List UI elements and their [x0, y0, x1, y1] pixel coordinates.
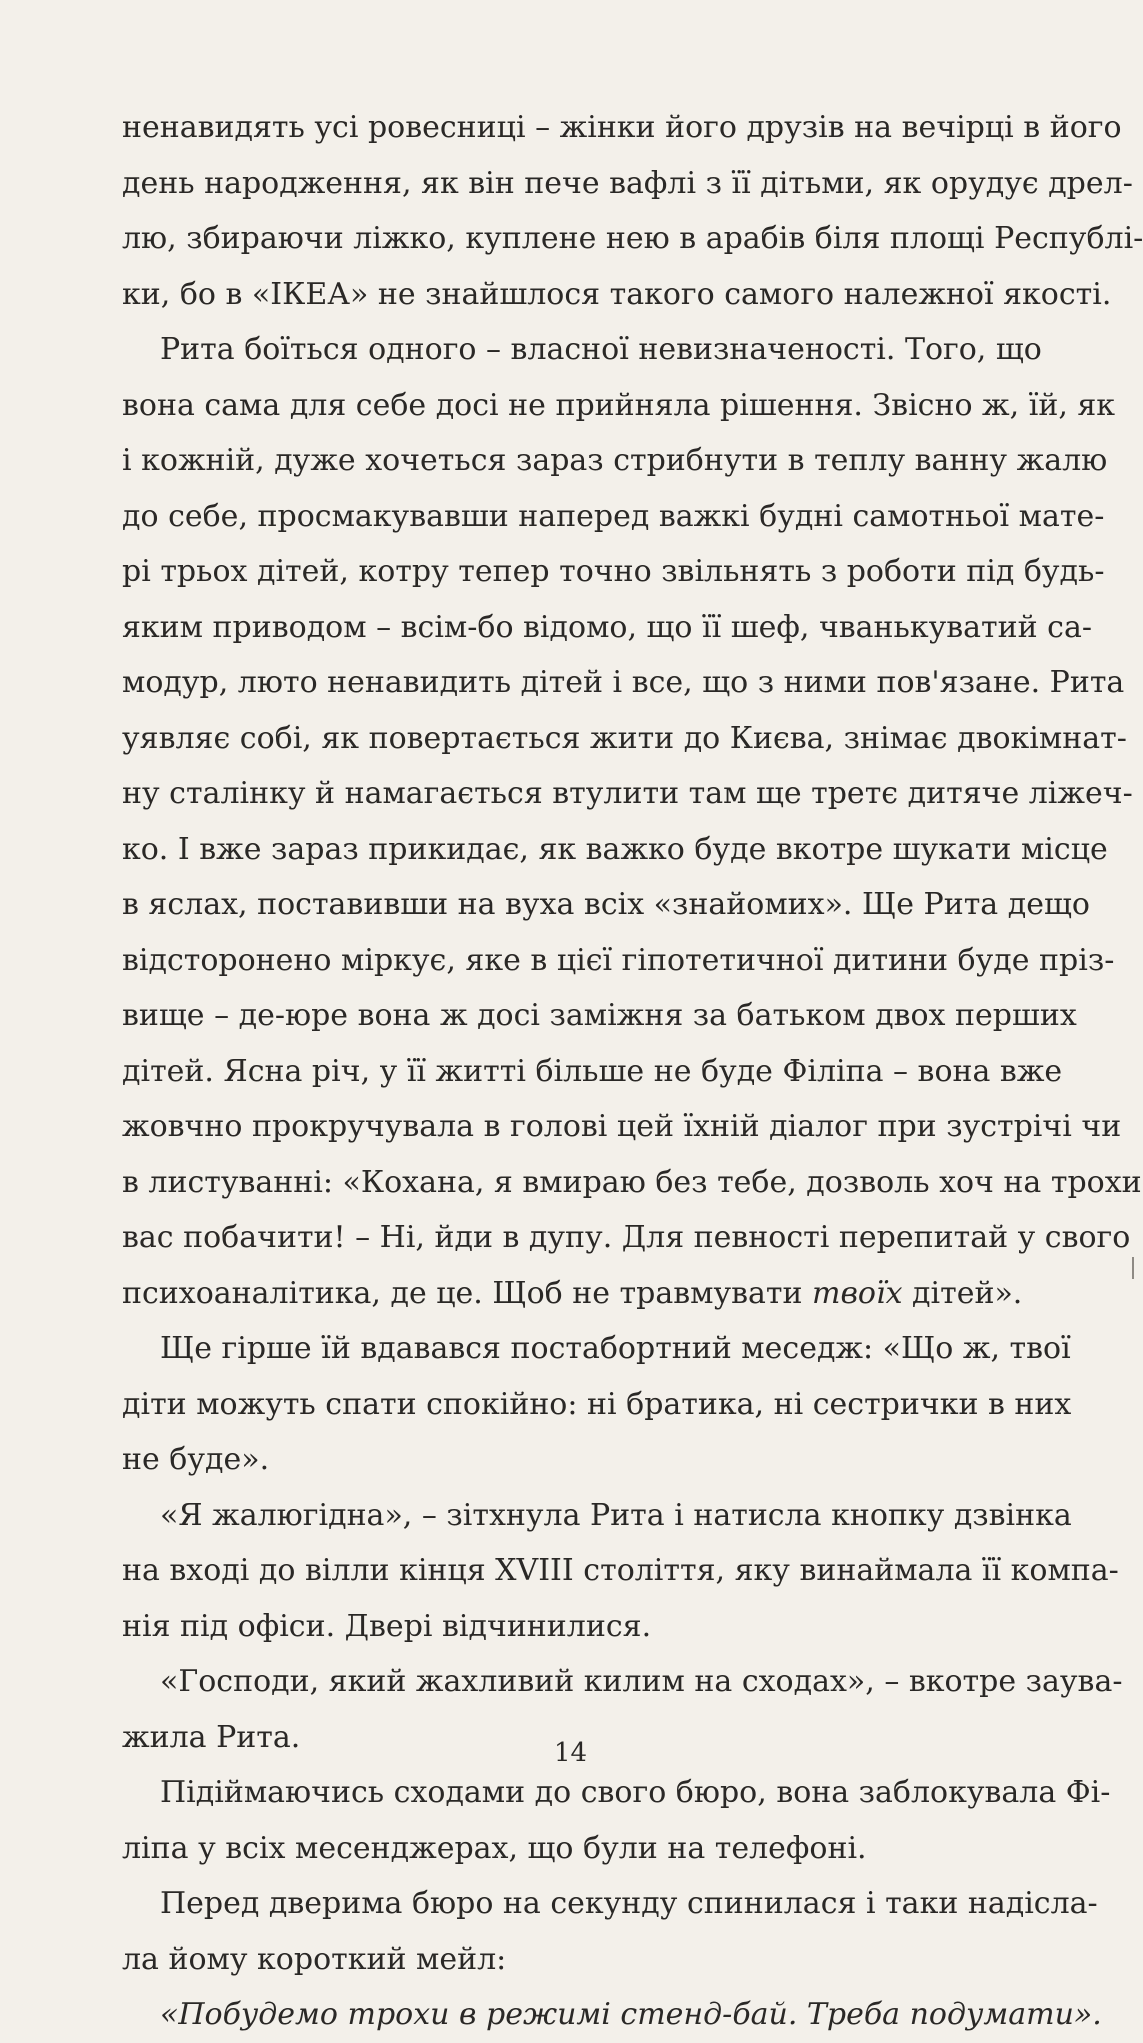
text-line: Ще гірше їй вдавався постабортний меседж: «Що ж, твої — [160, 1331, 1071, 1366]
text-line: «Господи, який жахливий килим на сходах», – вкотре заува- — [160, 1664, 1123, 1699]
text-line: жовчно прокручувала в голові цей їхній діалог при зустрічі чи — [122, 1109, 1122, 1144]
text-line: ліпа у всіх месенджерах, що були на телефоні. — [122, 1830, 867, 1866]
text-line: Рита боїться одного – власної невизначеності. Того, що — [160, 332, 1042, 367]
text-line: ки, бо в «ІКЕА» не знайшлося такого самого належної якості. — [122, 276, 1112, 312]
text-line: жила Рита. — [122, 1719, 301, 1755]
text-line: «Я жалюгідна», – зітхнула Рита і натисла кнопку дзвінка — [160, 1497, 1072, 1533]
text-line: Підіймаючись сходами до свого бюро, вона заблокувала Фі- — [160, 1775, 1111, 1810]
italic-word: твоїх — [812, 1275, 903, 1311]
text-line: яким приводом – всім-бо відомо, що її шеф, чванькуватий са- — [122, 609, 1093, 645]
text-segment: психоаналітика, де це. Щоб не травмувати — [122, 1275, 813, 1311]
text-line: дітей. Ясна річ, у її житті більше не буде Філіпа – вона вже — [122, 1053, 1063, 1089]
text-line: день народження, як він пече вафлі з її дітьми, як орудує дрел- — [122, 165, 1133, 201]
text-line: ну сталінку й намагається втулити там ще третє дитяче ліжеч- — [122, 776, 1133, 811]
text-line: ко. І вже зараз прикидає, як важко буде вкотре шукати місце — [122, 831, 1108, 867]
text-line: вона сама для себе досі не прийняла рішення. Звісно ж, їй, як — [122, 387, 1116, 423]
text-line: діти можуть спати спокійно: ні братика, ні сестрички в них — [122, 1386, 1072, 1422]
text-line: лю, збираючи ліжко, куплене нею в арабів біля площі Республі- — [122, 221, 1143, 256]
text-line: вас побачити! – Ні, йди в дупу. Для певності перепитай у свого — [122, 1220, 1131, 1255]
text-line: «Побудемо трохи в режимі стенд-бай. Треба подумати». — [160, 1997, 1102, 2032]
page-number: 14 — [553, 1738, 588, 1768]
text-line: Перед дверима бюро на секунду спинилася і таки надісла- — [160, 1886, 1098, 1921]
text-line: уявляє собі, як повертається жити до Києва, знімає двокімнат- — [122, 720, 1127, 756]
text-segment: дітей». — [902, 1275, 1023, 1311]
text-line: не буде». — [122, 1442, 270, 1477]
text-line: ла йому короткий мейл: — [122, 1941, 507, 1977]
edge-mark — [1132, 1257, 1134, 1279]
text-line: рі трьох дітей, котру тепер точно звільнять з роботи під будь- — [122, 554, 1105, 589]
text-line: модур, люто ненавидить дітей і все, що з ними пов'язане. Рита — [122, 665, 1125, 700]
text-line: відсторонено міркує, яке в цієї гіпотетичної дитини буде пріз- — [122, 942, 1115, 978]
text-line — [122, 1266, 1034, 1322]
text-line: в яслах, поставивши на вуха всіх «знайомих». Ще Рита дещо — [122, 887, 1090, 922]
text-line: вище – де-юре вона ж досі заміжня за батьком двох перших — [122, 998, 1077, 1033]
text-line: до себе, просмакувавши наперед важкі будні самотньої мате- — [122, 498, 1105, 534]
text-line: на вході до вілли кінця XVIII століття, яку винаймала її компа- — [122, 1553, 1119, 1588]
text-line: в листуванні: «Кохана, я вмираю без тебе, дозволь хоч на трохи — [122, 1164, 1142, 1200]
text-line: ненавидять усі ровесниці – жінки його друзів на вечірці в його — [122, 110, 1122, 145]
text-line: нія під офіси. Двері відчинилися. — [122, 1608, 652, 1644]
text-line: і кожній, дуже хочеться зараз стрибнути в теплу ванну жалю — [122, 443, 1108, 478]
